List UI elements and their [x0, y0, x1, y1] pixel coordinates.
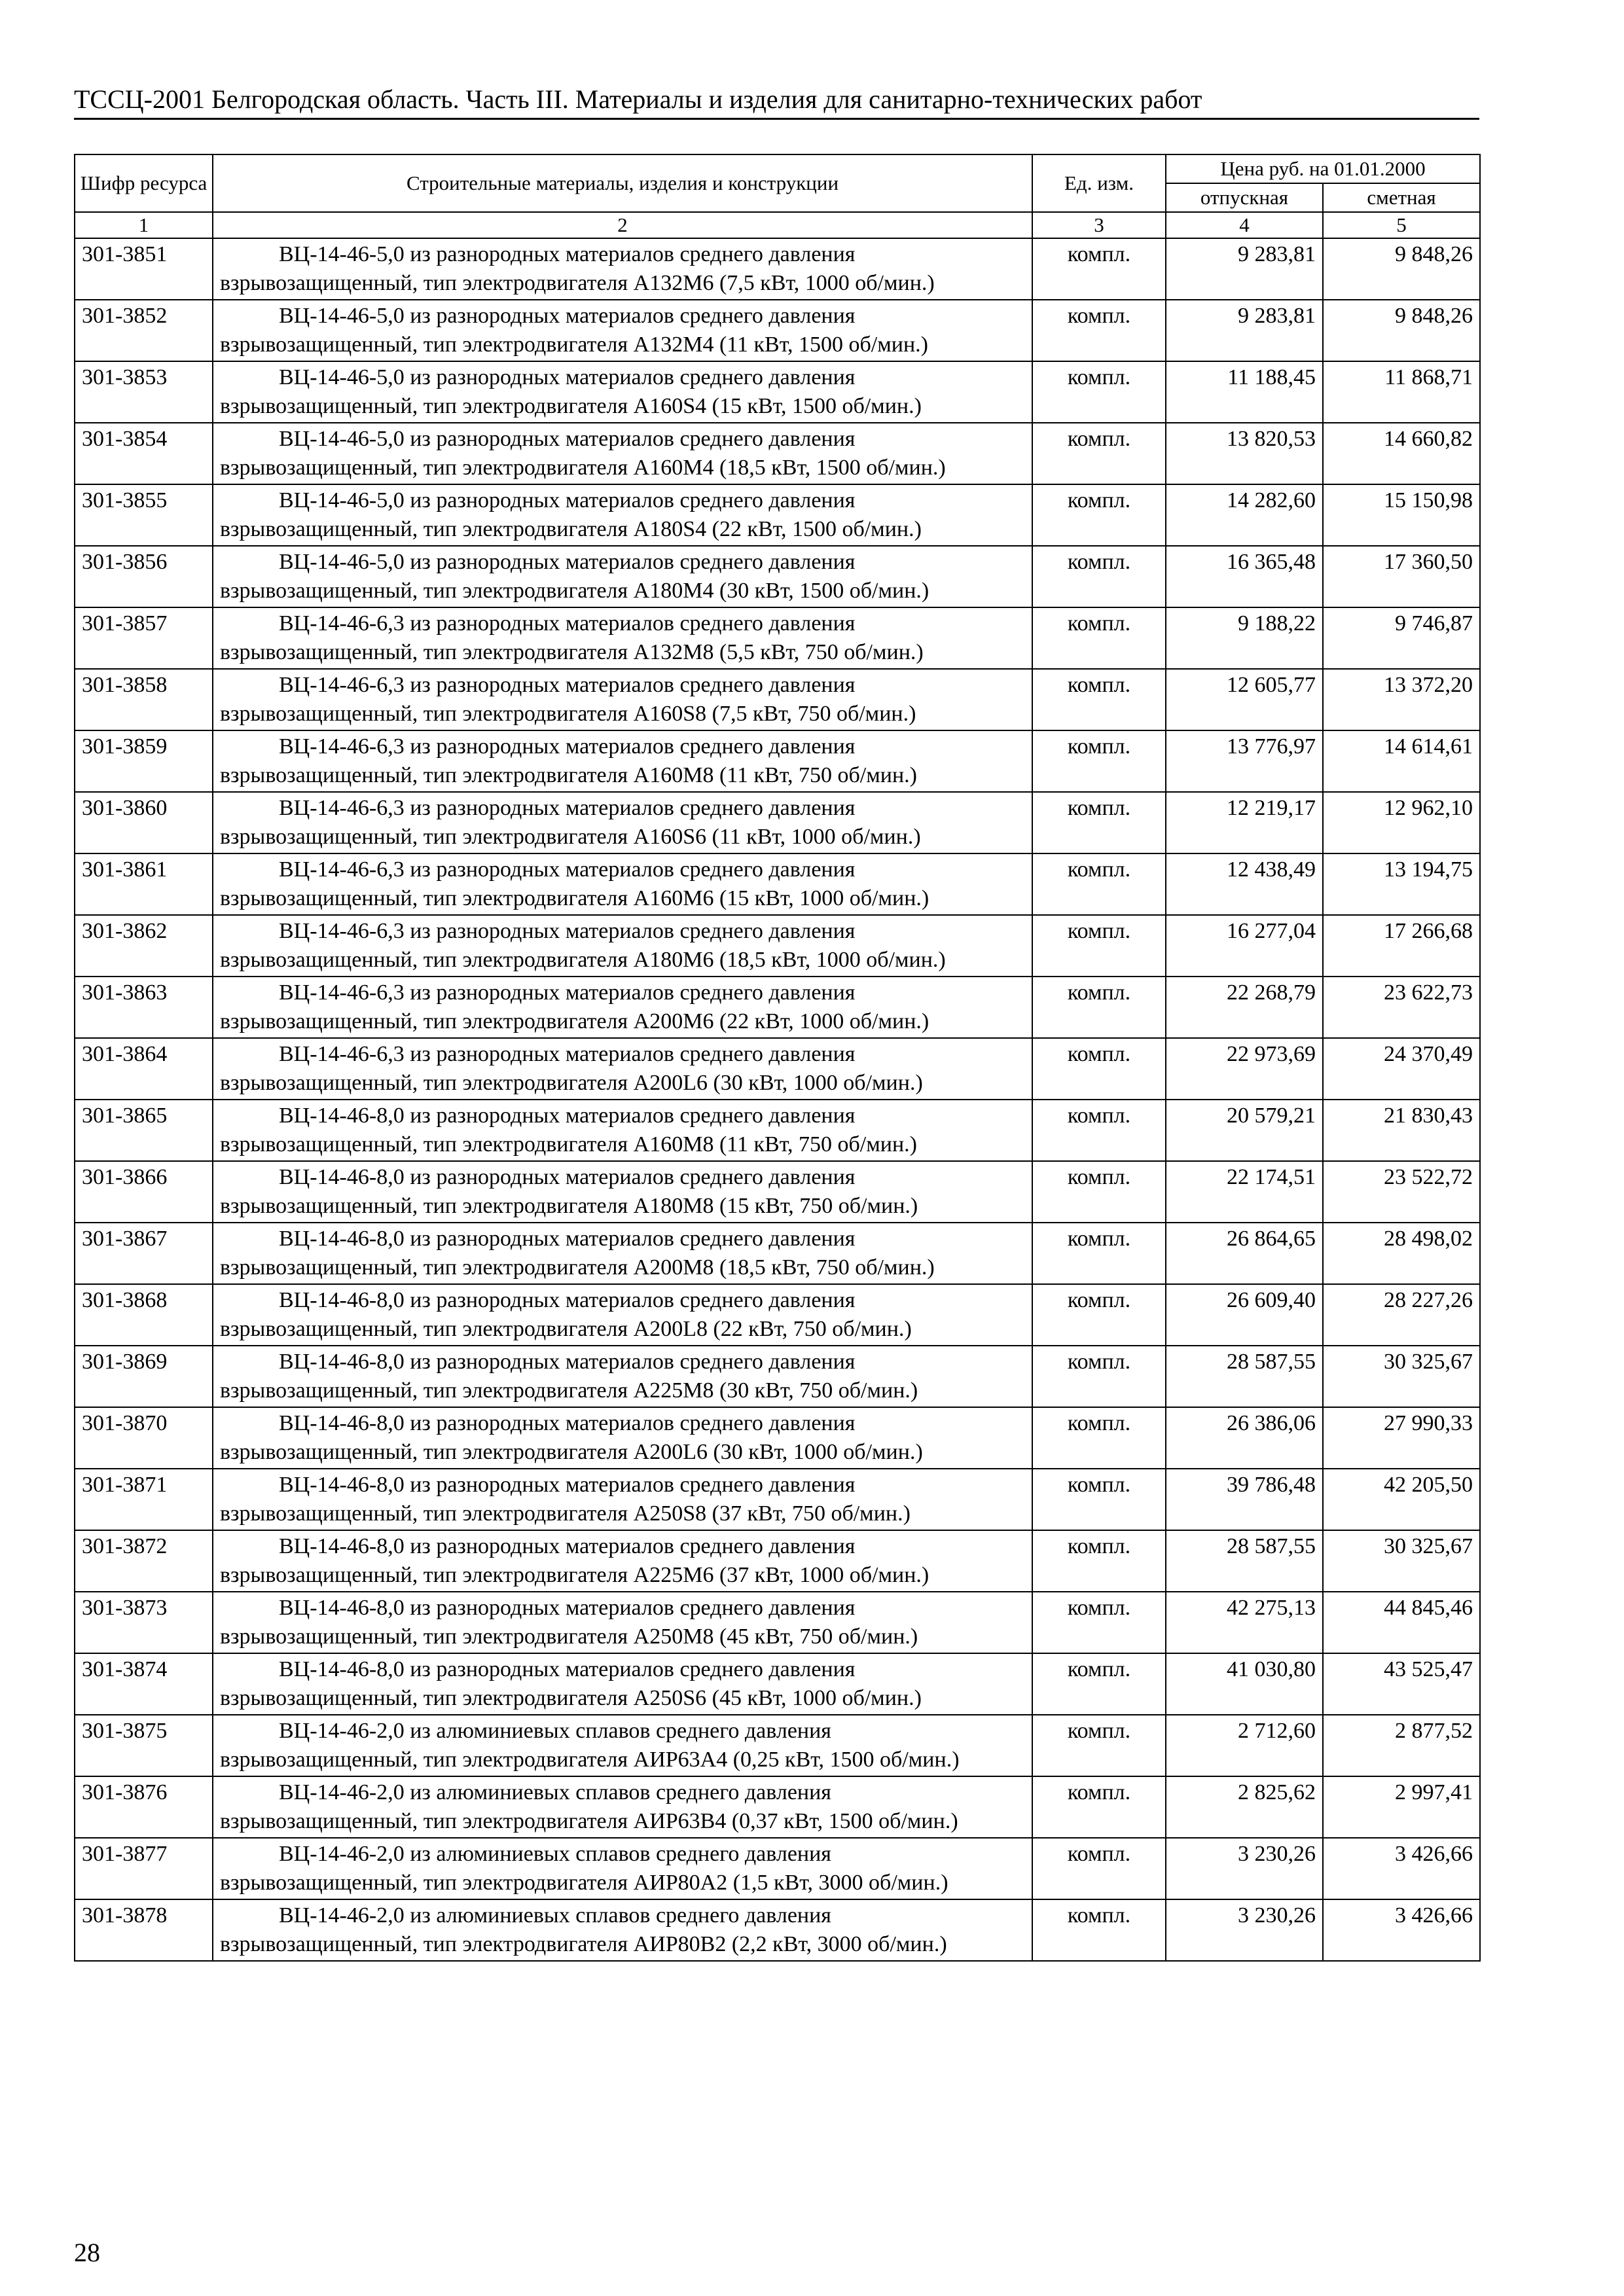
release-price-cell: 2 712,60 [1166, 1715, 1323, 1776]
estimate-price-cell: 14 614,61 [1323, 730, 1480, 792]
unit-cell: компл. [1032, 1530, 1166, 1592]
material-name-cell: ВЦ-14-46-8,0 из разнородных материалов среднего давления взрывозащищенный, тип электродвигателя А225М6 (37 кВт, 1000 об/мин.) [213, 1530, 1032, 1592]
resource-code-cell: 301-3868 [75, 1284, 213, 1346]
table-row [75, 977, 1480, 1038]
release-price-cell: 11 188,45 [1166, 361, 1323, 423]
table-row [75, 484, 1480, 546]
estimate-price-cell: 9 848,26 [1323, 238, 1480, 300]
table-row [75, 1899, 1480, 1961]
estimate-price-cell: 28 227,26 [1323, 1284, 1480, 1346]
resource-code-cell: 301-3860 [75, 792, 213, 853]
unit-cell: компл. [1032, 1161, 1166, 1223]
col-header-release: отпускная [1166, 183, 1323, 212]
resource-code-cell: 301-3857 [75, 607, 213, 669]
estimate-price-cell: 11 868,71 [1323, 361, 1480, 423]
material-name-cell: ВЦ-14-46-5,0 из разнородных материалов среднего давления взрывозащищенный, тип электродвигателя А160М4 (18,5 кВт, 1500 об/мин.) [213, 423, 1032, 484]
material-name-cell: ВЦ-14-46-2,0 из алюминиевых сплавов среднего давления взрывозащищенный, тип электродвигателя АИР80А2 (1,5 кВт, 3000 об/мин.) [213, 1838, 1032, 1899]
resource-code-cell: 301-3856 [75, 546, 213, 607]
release-price-cell: 2 825,62 [1166, 1776, 1323, 1838]
resource-code-cell: 301-3875 [75, 1715, 213, 1776]
unit-cell: компл. [1032, 1838, 1166, 1899]
resource-code-cell: 301-3878 [75, 1899, 213, 1961]
table-row [75, 1284, 1480, 1346]
estimate-price-cell: 14 660,82 [1323, 423, 1480, 484]
table-row [75, 1776, 1480, 1838]
unit-cell: компл. [1032, 853, 1166, 915]
estimate-price-cell: 13 194,75 [1323, 853, 1480, 915]
unit-cell: компл. [1032, 1100, 1166, 1161]
page-header: ТССЦ-2001 Белгородская область. Часть III. Материалы и изделия для санитарно-технических работ [74, 84, 1202, 114]
material-name-cell: ВЦ-14-46-6,3 из разнородных материалов среднего давления взрывозащищенный, тип электродвигателя А200М6 (22 кВт, 1000 об/мин.) [213, 977, 1032, 1038]
unit-cell: компл. [1032, 1899, 1166, 1961]
table-row [75, 1100, 1480, 1161]
release-price-cell: 28 587,55 [1166, 1530, 1323, 1592]
unit-cell: компл. [1032, 1407, 1166, 1469]
resource-code-cell: 301-3855 [75, 484, 213, 546]
resource-code-cell: 301-3863 [75, 977, 213, 1038]
release-price-cell: 16 365,48 [1166, 546, 1323, 607]
release-price-cell: 22 268,79 [1166, 977, 1323, 1038]
resource-code-cell: 301-3872 [75, 1530, 213, 1592]
release-price-cell: 9 188,22 [1166, 607, 1323, 669]
material-name-cell: ВЦ-14-46-2,0 из алюминиевых сплавов среднего давления взрывозащищенный, тип электродвигателя АИР63А4 (0,25 кВт, 1500 об/мин.) [213, 1715, 1032, 1776]
estimate-price-cell: 21 830,43 [1323, 1100, 1480, 1161]
resource-code-cell: 301-3866 [75, 1161, 213, 1223]
table-row [75, 1469, 1480, 1530]
unit-cell: компл. [1032, 915, 1166, 977]
estimate-price-cell: 30 325,67 [1323, 1346, 1480, 1407]
estimate-price-cell: 27 990,33 [1323, 1407, 1480, 1469]
resource-code-cell: 301-3869 [75, 1346, 213, 1407]
estimate-price-cell: 2 877,52 [1323, 1715, 1480, 1776]
material-name-cell: ВЦ-14-46-5,0 из разнородных материалов среднего давления взрывозащищенный, тип электродвигателя А132М6 (7,5 кВт, 1000 об/мин.) [213, 238, 1032, 300]
page-number: 28 [74, 2238, 100, 2267]
resource-code-cell: 301-3854 [75, 423, 213, 484]
material-name-cell: ВЦ-14-46-6,3 из разнородных материалов среднего давления взрывозащищенный, тип электродвигателя А132М8 (5,5 кВт, 750 об/мин.) [213, 607, 1032, 669]
table-row [75, 607, 1480, 669]
col-header-name: Строительные материалы, изделия и конструкции [213, 154, 1032, 212]
unit-cell: компл. [1032, 1653, 1166, 1715]
column-number: 4 [1166, 212, 1323, 238]
resource-code-cell: 301-3877 [75, 1838, 213, 1899]
estimate-price-cell: 2 997,41 [1323, 1776, 1480, 1838]
unit-cell: компл. [1032, 1776, 1166, 1838]
unit-cell: компл. [1032, 300, 1166, 361]
release-price-cell: 12 438,49 [1166, 853, 1323, 915]
unit-cell: компл. [1032, 1284, 1166, 1346]
material-name-cell: ВЦ-14-46-8,0 из разнородных материалов среднего давления взрывозащищенный, тип электродвигателя А180М8 (15 кВт, 750 об/мин.) [213, 1161, 1032, 1223]
estimate-price-cell: 17 360,50 [1323, 546, 1480, 607]
unit-cell: компл. [1032, 423, 1166, 484]
estimate-price-cell: 13 372,20 [1323, 669, 1480, 730]
estimate-price-cell: 23 522,72 [1323, 1161, 1480, 1223]
release-price-cell: 12 219,17 [1166, 792, 1323, 853]
estimate-price-cell: 3 426,66 [1323, 1838, 1480, 1899]
resource-code-cell: 301-3867 [75, 1223, 213, 1284]
material-name-cell: ВЦ-14-46-8,0 из разнородных материалов среднего давления взрывозащищенный, тип электродвигателя А225М8 (30 кВт, 750 об/мин.) [213, 1346, 1032, 1407]
table-row [75, 1346, 1480, 1407]
estimate-price-cell: 23 622,73 [1323, 977, 1480, 1038]
estimate-price-cell: 9 746,87 [1323, 607, 1480, 669]
resource-table [74, 154, 1481, 1962]
table-row [75, 792, 1480, 853]
release-price-cell: 16 277,04 [1166, 915, 1323, 977]
unit-cell: компл. [1032, 1715, 1166, 1776]
unit-cell: компл. [1032, 1223, 1166, 1284]
table-row [75, 1530, 1480, 1592]
release-price-cell: 26 386,06 [1166, 1407, 1323, 1469]
material-name-cell: ВЦ-14-46-6,3 из разнородных материалов среднего давления взрывозащищенный, тип электродвигателя А160М6 (15 кВт, 1000 об/мин.) [213, 853, 1032, 915]
estimate-price-cell: 9 848,26 [1323, 300, 1480, 361]
material-name-cell: ВЦ-14-46-2,0 из алюминиевых сплавов среднего давления взрывозащищенный, тип электродвигателя АИР63В4 (0,37 кВт, 1500 об/мин.) [213, 1776, 1032, 1838]
table-row [75, 1223, 1480, 1284]
table-row [75, 300, 1480, 361]
col-header-unit: Ед. изм. [1032, 154, 1166, 212]
material-name-cell: ВЦ-14-46-6,3 из разнородных материалов среднего давления взрывозащищенный, тип электродвигателя А160S8 (7,5 кВт, 750 об/мин.) [213, 669, 1032, 730]
release-price-cell: 41 030,80 [1166, 1653, 1323, 1715]
release-price-cell: 26 864,65 [1166, 1223, 1323, 1284]
resource-code-cell: 301-3871 [75, 1469, 213, 1530]
material-name-cell: ВЦ-14-46-6,3 из разнородных материалов среднего давления взрывозащищенный, тип электродвигателя А180М6 (18,5 кВт, 1000 об/мин.) [213, 915, 1032, 977]
release-price-cell: 26 609,40 [1166, 1284, 1323, 1346]
table-row [75, 730, 1480, 792]
unit-cell: компл. [1032, 1038, 1166, 1100]
unit-cell: компл. [1032, 1469, 1166, 1530]
resource-code-cell: 301-3861 [75, 853, 213, 915]
release-price-cell: 3 230,26 [1166, 1899, 1323, 1961]
unit-cell: компл. [1032, 1346, 1166, 1407]
unit-cell: компл. [1032, 669, 1166, 730]
column-number: 1 [75, 212, 213, 238]
material-name-cell: ВЦ-14-46-8,0 из разнородных материалов среднего давления взрывозащищенный, тип электродвигателя А200L6 (30 кВт, 1000 об/мин.) [213, 1407, 1032, 1469]
unit-cell: компл. [1032, 361, 1166, 423]
resource-code-cell: 301-3870 [75, 1407, 213, 1469]
column-numbers-row [75, 212, 1480, 238]
resource-code-cell: 301-3851 [75, 238, 213, 300]
resource-code-cell: 301-3852 [75, 300, 213, 361]
resource-code-cell: 301-3853 [75, 361, 213, 423]
column-number: 3 [1032, 212, 1166, 238]
material-name-cell: ВЦ-14-46-6,3 из разнородных материалов среднего давления взрывозащищенный, тип электродвигателя А160М8 (11 кВт, 750 об/мин.) [213, 730, 1032, 792]
table-row [75, 361, 1480, 423]
col-header-price: Цена руб. на 01.01.2000 [1166, 154, 1480, 183]
estimate-price-cell: 43 525,47 [1323, 1653, 1480, 1715]
resource-code-cell: 301-3859 [75, 730, 213, 792]
estimate-price-cell: 17 266,68 [1323, 915, 1480, 977]
table-row [75, 1653, 1480, 1715]
release-price-cell: 9 283,81 [1166, 238, 1323, 300]
material-name-cell: ВЦ-14-46-8,0 из разнородных материалов среднего давления взрывозащищенный, тип электродвигателя А200L8 (22 кВт, 750 об/мин.) [213, 1284, 1032, 1346]
release-price-cell: 28 587,55 [1166, 1346, 1323, 1407]
table-row [75, 1407, 1480, 1469]
material-name-cell: ВЦ-14-46-8,0 из разнородных материалов среднего давления взрывозащищенный, тип электродвигателя А250М8 (45 кВт, 750 об/мин.) [213, 1592, 1032, 1653]
estimate-price-cell: 28 498,02 [1323, 1223, 1480, 1284]
table-row [75, 1838, 1480, 1899]
estimate-price-cell: 30 325,67 [1323, 1530, 1480, 1592]
resource-code-cell: 301-3858 [75, 669, 213, 730]
col-header-estimate: сметная [1323, 183, 1480, 212]
table-row [75, 1038, 1480, 1100]
release-price-cell: 12 605,77 [1166, 669, 1323, 730]
release-price-cell: 22 973,69 [1166, 1038, 1323, 1100]
resource-code-cell: 301-3862 [75, 915, 213, 977]
material-name-cell: ВЦ-14-46-8,0 из разнородных материалов среднего давления взрывозащищенный, тип электродвигателя А250S8 (37 кВт, 750 об/мин.) [213, 1469, 1032, 1530]
release-price-cell: 20 579,21 [1166, 1100, 1323, 1161]
table-row [75, 669, 1480, 730]
estimate-price-cell: 44 845,46 [1323, 1592, 1480, 1653]
resource-code-cell: 301-3876 [75, 1776, 213, 1838]
table-row [75, 1161, 1480, 1223]
release-price-cell: 13 776,97 [1166, 730, 1323, 792]
unit-cell: компл. [1032, 730, 1166, 792]
unit-cell: компл. [1032, 1592, 1166, 1653]
release-price-cell: 22 174,51 [1166, 1161, 1323, 1223]
unit-cell: компл. [1032, 607, 1166, 669]
material-name-cell: ВЦ-14-46-8,0 из разнородных материалов среднего давления взрывозащищенный, тип электродвигателя А250S6 (45 кВт, 1000 об/мин.) [213, 1653, 1032, 1715]
estimate-price-cell: 42 205,50 [1323, 1469, 1480, 1530]
header-rule [74, 118, 1479, 120]
table-row [75, 915, 1480, 977]
release-price-cell: 9 283,81 [1166, 300, 1323, 361]
unit-cell: компл. [1032, 792, 1166, 853]
table-row [75, 238, 1480, 300]
unit-cell: компл. [1032, 977, 1166, 1038]
material-name-cell: ВЦ-14-46-5,0 из разнородных материалов среднего давления взрывозащищенный, тип электродвигателя А180М4 (30 кВт, 1500 об/мин.) [213, 546, 1032, 607]
table-body [75, 238, 1480, 1961]
material-name-cell: ВЦ-14-46-5,0 из разнородных материалов среднего давления взрывозащищенный, тип электродвигателя А180S4 (22 кВт, 1500 об/мин.) [213, 484, 1032, 546]
release-price-cell: 14 282,60 [1166, 484, 1323, 546]
estimate-price-cell: 24 370,49 [1323, 1038, 1480, 1100]
unit-cell: компл. [1032, 238, 1166, 300]
col-header-code: Шифр ресурса [75, 154, 213, 212]
material-name-cell: ВЦ-14-46-5,0 из разнородных материалов среднего давления взрывозащищенный, тип электродвигателя А132М4 (11 кВт, 1500 об/мин.) [213, 300, 1032, 361]
table-row [75, 423, 1480, 484]
estimate-price-cell: 15 150,98 [1323, 484, 1480, 546]
release-price-cell: 42 275,13 [1166, 1592, 1323, 1653]
release-price-cell: 3 230,26 [1166, 1838, 1323, 1899]
release-price-cell: 39 786,48 [1166, 1469, 1323, 1530]
material-name-cell: ВЦ-14-46-6,3 из разнородных материалов среднего давления взрывозащищенный, тип электродвигателя А160S6 (11 кВт, 1000 об/мин.) [213, 792, 1032, 853]
material-name-cell: ВЦ-14-46-5,0 из разнородных материалов среднего давления взрывозащищенный, тип электродвигателя А160S4 (15 кВт, 1500 об/мин.) [213, 361, 1032, 423]
unit-cell: компл. [1032, 546, 1166, 607]
material-name-cell: ВЦ-14-46-6,3 из разнородных материалов среднего давления взрывозащищенный, тип электродвигателя А200L6 (30 кВт, 1000 об/мин.) [213, 1038, 1032, 1100]
table-row [75, 1715, 1480, 1776]
resource-code-cell: 301-3873 [75, 1592, 213, 1653]
table-row [75, 1592, 1480, 1653]
table-row [75, 853, 1480, 915]
resource-code-cell: 301-3864 [75, 1038, 213, 1100]
material-name-cell: ВЦ-14-46-2,0 из алюминиевых сплавов среднего давления взрывозащищенный, тип электродвигателя АИР80В2 (2,2 кВт, 3000 об/мин.) [213, 1899, 1032, 1961]
estimate-price-cell: 12 962,10 [1323, 792, 1480, 853]
resource-code-cell: 301-3865 [75, 1100, 213, 1161]
release-price-cell: 13 820,53 [1166, 423, 1323, 484]
unit-cell: компл. [1032, 484, 1166, 546]
column-number: 2 [213, 212, 1032, 238]
column-number: 5 [1323, 212, 1480, 238]
estimate-price-cell: 3 426,66 [1323, 1899, 1480, 1961]
material-name-cell: ВЦ-14-46-8,0 из разнородных материалов среднего давления взрывозащищенный, тип электродвигателя А200М8 (18,5 кВт, 750 об/мин.) [213, 1223, 1032, 1284]
table-row [75, 546, 1480, 607]
material-name-cell: ВЦ-14-46-8,0 из разнородных материалов среднего давления взрывозащищенный, тип электродвигателя А160М8 (11 кВт, 750 об/мин.) [213, 1100, 1032, 1161]
resource-code-cell: 301-3874 [75, 1653, 213, 1715]
